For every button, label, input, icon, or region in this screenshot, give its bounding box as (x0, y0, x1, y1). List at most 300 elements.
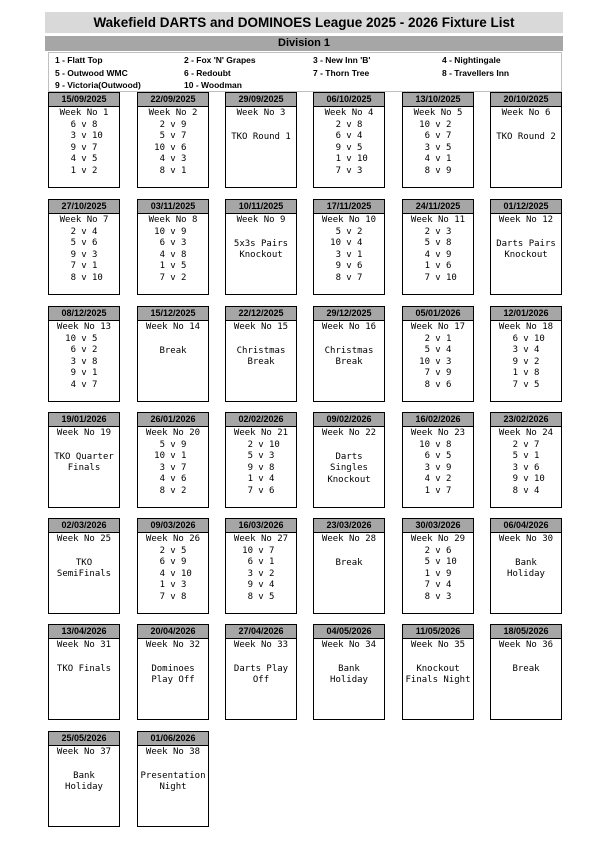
versus-separator: v (435, 568, 441, 579)
versus-separator: v (435, 439, 441, 450)
away-team-number: 6 (92, 238, 98, 248)
away-team-number: 4 (534, 485, 540, 496)
fixture-date: 06/04/2026 (491, 519, 561, 533)
match-row (491, 357, 561, 369)
fixture-event: Knockout Finals Night (405, 663, 471, 685)
versus-separator: v (523, 474, 529, 484)
home-team-number: 3 (159, 462, 165, 473)
page-title: Wakefield DARTS and DOMINOES League 2025 - 2026 Fixture List (45, 12, 563, 33)
home-team-number: 2 (159, 119, 165, 130)
home-team-number: 7 (159, 272, 165, 283)
fixture-event: Break (335, 557, 363, 568)
away-team-number: 7 (357, 272, 363, 283)
match-row (491, 334, 561, 346)
fixture-event: TKO Round 2 (496, 131, 556, 142)
match-row (226, 474, 296, 486)
away-team-number: 1 (357, 249, 363, 260)
versus-separator: v (258, 485, 264, 496)
fixture-date: 22/09/2025 (138, 93, 208, 107)
home-team-number: 5 (424, 345, 430, 355)
fixture-week: Week No 26 (145, 534, 201, 544)
fixture-card (48, 306, 120, 402)
match-row (138, 131, 208, 143)
match-row (138, 463, 208, 475)
away-team-number: 9 (181, 557, 187, 567)
away-team-number: 6 (446, 545, 452, 556)
versus-separator: v (81, 333, 87, 344)
match-row (138, 238, 208, 250)
versus-separator: v (258, 557, 264, 567)
fixture-card (225, 412, 297, 508)
fixture-week: Week No 8 (148, 215, 198, 225)
home-team-number: 2 (70, 226, 76, 237)
fixture-card (137, 412, 209, 508)
home-team-number: 5 (424, 557, 430, 567)
home-team-number: 5 (70, 238, 76, 248)
fixture-matches (314, 227, 384, 285)
home-team-number: 10 (419, 439, 430, 450)
match-row (403, 592, 473, 604)
fixture-event: TKO Round 1 (231, 131, 291, 142)
versus-separator: v (170, 131, 176, 141)
versus-separator: v (170, 580, 176, 590)
away-team-number: 9 (446, 165, 452, 176)
match-row (138, 592, 208, 604)
versus-separator: v (346, 131, 352, 141)
versus-separator: v (435, 485, 441, 496)
fixture-event: Darts Singles Knockout (327, 451, 371, 485)
away-team-number: 5 (446, 142, 452, 153)
fixture-date: 05/01/2026 (403, 307, 473, 321)
match-row (403, 440, 473, 452)
versus-separator: v (346, 165, 352, 176)
match-row (491, 451, 561, 463)
versus-separator: v (523, 379, 529, 390)
match-row (491, 380, 561, 392)
fixture-matches (491, 440, 561, 498)
match-row (49, 250, 119, 262)
team-entry: 1 - Flatt Top (55, 55, 103, 65)
match-row (226, 569, 296, 581)
match-row (314, 166, 384, 178)
fixture-card (490, 518, 562, 614)
away-team-number: 2 (181, 485, 187, 496)
match-row (491, 440, 561, 452)
away-team-number: 4 (92, 226, 98, 237)
match-row (403, 227, 473, 239)
match-row (138, 227, 208, 239)
team-entry: 7 - Thorn Tree (313, 67, 370, 78)
versus-separator: v (346, 154, 352, 164)
fixture-week: Week No 18 (498, 322, 554, 332)
fixture-date: 19/01/2026 (49, 413, 119, 427)
away-team-number: 6 (357, 261, 363, 271)
match-row (314, 143, 384, 155)
home-team-number: 7 (70, 261, 76, 271)
home-team-number: 9 (335, 142, 341, 153)
fixture-matches (226, 440, 296, 498)
match-row (49, 368, 119, 380)
match-row (226, 451, 296, 463)
versus-separator: v (81, 226, 87, 237)
away-team-number: 9 (181, 226, 187, 237)
versus-separator: v (170, 142, 176, 153)
fixture-week: Week No 20 (145, 428, 201, 438)
match-row (491, 345, 561, 357)
versus-separator: v (170, 439, 176, 450)
versus-separator: v (435, 368, 441, 378)
match-row (226, 546, 296, 558)
team-entry (313, 79, 442, 92)
fixture-week: Week No 2 (148, 108, 198, 118)
home-team-number: 6 (247, 557, 253, 567)
versus-separator: v (346, 249, 352, 260)
away-team-number: 8 (446, 238, 452, 248)
versus-separator: v (81, 249, 87, 260)
fixture-matches (138, 227, 208, 285)
fixture-date: 10/11/2025 (226, 200, 296, 214)
fixture-event: Darts Play Off (233, 663, 289, 685)
home-team-number: 6 (70, 119, 76, 130)
team-entry: 8 - Travellers Inn (442, 67, 510, 78)
home-team-number: 1 (424, 485, 430, 496)
fixture-week: Week No 13 (56, 322, 112, 332)
home-team-number: 10 (419, 356, 430, 367)
away-team-number: 4 (357, 238, 363, 248)
versus-separator: v (81, 379, 87, 390)
fixture-week: Week No 14 (145, 322, 201, 332)
home-team-number: 3 (424, 142, 430, 153)
fixture-week: Week No 30 (498, 534, 554, 544)
away-team-number: 4 (534, 345, 540, 355)
home-team-number: 5 (159, 131, 165, 141)
division-header: Division 1 (45, 36, 563, 51)
versus-separator: v (346, 142, 352, 153)
match-row (138, 440, 208, 452)
versus-separator: v (435, 131, 441, 141)
away-team-number: 4 (446, 345, 452, 355)
fixture-week: Week No 10 (321, 215, 377, 225)
away-team-number: 4 (269, 474, 275, 484)
fixture-matches (491, 334, 561, 392)
team-entry: 5 - Outwood WMC (55, 67, 128, 78)
home-team-number: 4 (159, 474, 165, 484)
fixture-event: TKO SemiFinals (56, 557, 112, 579)
versus-separator: v (435, 462, 441, 473)
versus-separator: v (170, 485, 176, 496)
home-team-number: 2 (424, 226, 430, 237)
fixture-date: 18/05/2026 (491, 625, 561, 639)
home-team-number: 10 (419, 119, 430, 130)
fixture-card (402, 518, 474, 614)
fixture-date: 23/02/2026 (491, 413, 561, 427)
match-row (403, 345, 473, 357)
fixture-card (313, 92, 385, 188)
match-row (138, 154, 208, 166)
match-row (138, 474, 208, 486)
fixture-event: Darts Pairs Knockout (496, 238, 556, 260)
home-team-number: 9 (70, 142, 76, 153)
home-team-number: 7 (424, 272, 430, 283)
match-row (49, 131, 119, 143)
fixture-card (402, 306, 474, 402)
match-row (138, 261, 208, 273)
match-row (403, 143, 473, 155)
fixture-card (490, 199, 562, 295)
home-team-number: 7 (424, 368, 430, 378)
team-entry: 2 - Fox 'N' Grapes (184, 55, 256, 65)
fixture-card (225, 306, 297, 402)
away-team-number: 10 (269, 439, 280, 450)
match-row (403, 334, 473, 346)
home-team-number: 6 (159, 557, 165, 567)
fixture-card (137, 624, 209, 720)
home-team-number: 5 (512, 451, 518, 461)
home-team-number: 2 (424, 545, 430, 556)
away-team-number: 2 (446, 119, 452, 130)
fixture-event: Bank Holiday (65, 770, 103, 792)
match-row (49, 143, 119, 155)
versus-separator: v (435, 580, 441, 590)
fixture-card (402, 199, 474, 295)
match-row (403, 474, 473, 486)
fixture-date: 12/01/2026 (491, 307, 561, 321)
versus-separator: v (170, 119, 176, 130)
fixture-date: 20/10/2025 (491, 93, 561, 107)
fixture-matches (138, 440, 208, 498)
match-row (403, 261, 473, 273)
fixture-matches (403, 227, 473, 285)
fixture-matches (403, 440, 473, 498)
versus-separator: v (346, 238, 352, 248)
match-row (49, 120, 119, 132)
match-row (403, 154, 473, 166)
fixture-card (313, 412, 385, 508)
fixture-card (313, 199, 385, 295)
home-team-number: 9 (70, 368, 76, 378)
fixture-week: Week No 15 (233, 322, 289, 332)
versus-separator: v (346, 272, 352, 283)
versus-separator: v (81, 272, 87, 283)
home-team-number: 4 (424, 474, 430, 484)
versus-separator: v (523, 451, 529, 461)
fixture-card (402, 624, 474, 720)
versus-separator: v (258, 462, 264, 473)
fixture-week: Week No 3 (236, 108, 286, 118)
versus-separator: v (346, 226, 352, 237)
versus-separator: v (170, 557, 176, 567)
fixture-date: 30/03/2026 (403, 519, 473, 533)
fixture-card (48, 731, 120, 827)
match-row (49, 238, 119, 250)
versus-separator: v (81, 154, 87, 164)
away-team-number: 1 (446, 154, 452, 164)
match-row (314, 273, 384, 285)
home-team-number: 3 (512, 345, 518, 355)
match-row (403, 357, 473, 369)
fixture-event: 5x3s Pairs Knockout (233, 238, 289, 260)
match-row (138, 143, 208, 155)
versus-separator: v (170, 272, 176, 283)
versus-separator: v (81, 238, 87, 248)
fixture-date: 29/12/2025 (314, 307, 384, 321)
home-team-number: 1 (335, 154, 341, 164)
home-team-number: 4 (159, 568, 165, 579)
home-team-number: 2 (247, 439, 253, 450)
fixture-week: Week No 37 (56, 747, 112, 757)
home-team-number: 2 (159, 545, 165, 556)
match-row (403, 238, 473, 250)
match-row (49, 261, 119, 273)
away-team-number: 8 (534, 368, 540, 378)
versus-separator: v (523, 345, 529, 355)
home-team-number: 2 (512, 439, 518, 450)
versus-separator: v (435, 154, 441, 164)
away-team-number: 7 (92, 142, 98, 153)
fixture-matches (138, 546, 208, 604)
versus-separator: v (170, 474, 176, 484)
fixture-event: Break (159, 345, 187, 356)
away-team-number: 6 (181, 142, 187, 153)
home-team-number: 4 (70, 379, 76, 390)
away-team-number: 5 (269, 591, 275, 602)
versus-separator: v (435, 226, 441, 237)
fixture-card (313, 518, 385, 614)
home-team-number: 8 (424, 165, 430, 176)
match-row (49, 154, 119, 166)
match-row (138, 273, 208, 285)
match-row (314, 238, 384, 250)
match-row (49, 166, 119, 178)
away-team-number: 10 (92, 272, 103, 283)
versus-separator: v (435, 119, 441, 130)
home-team-number: 5 (247, 451, 253, 461)
fixture-date: 24/11/2025 (403, 200, 473, 214)
fixture-matches (314, 120, 384, 178)
fixture-card (48, 92, 120, 188)
versus-separator: v (435, 379, 441, 390)
match-row (403, 131, 473, 143)
fixture-week: Week No 11 (410, 215, 466, 225)
away-team-number: 9 (446, 462, 452, 473)
match-row (314, 261, 384, 273)
away-team-number: 6 (534, 462, 540, 473)
home-team-number: 8 (335, 272, 341, 283)
home-team-number: 9 (512, 356, 518, 367)
match-row (138, 557, 208, 569)
fixture-week: Week No 29 (410, 534, 466, 544)
match-row (226, 557, 296, 569)
fixture-card (490, 624, 562, 720)
versus-separator: v (170, 451, 176, 461)
versus-separator: v (170, 226, 176, 237)
fixture-date: 15/12/2025 (138, 307, 208, 321)
match-row (403, 120, 473, 132)
away-team-number: 8 (357, 119, 363, 130)
away-team-number: 2 (92, 165, 98, 176)
home-team-number: 8 (70, 272, 76, 283)
home-team-number: 1 (424, 261, 430, 271)
versus-separator: v (81, 368, 87, 378)
fixture-date: 15/09/2025 (49, 93, 119, 107)
away-team-number: 5 (357, 142, 363, 153)
fixture-event: Presentation Night (140, 770, 206, 792)
versus-separator: v (258, 545, 264, 556)
home-team-number: 8 (512, 485, 518, 496)
away-team-number: 8 (181, 591, 187, 602)
match-row (314, 250, 384, 262)
match-row (138, 580, 208, 592)
fixture-week: Week No 19 (56, 428, 112, 438)
fixture-event: Bank Holiday (330, 663, 368, 685)
home-team-number: 1 (247, 474, 253, 484)
home-team-number: 10 (154, 226, 165, 237)
fixture-card (48, 412, 120, 508)
match-row (138, 546, 208, 558)
away-team-number: 2 (446, 474, 452, 484)
home-team-number: 6 (424, 451, 430, 461)
match-row (226, 486, 296, 498)
fixture-date: 09/03/2026 (138, 519, 208, 533)
home-team-number: 7 (335, 165, 341, 176)
fixture-week: Week No 9 (236, 215, 286, 225)
match-row (49, 357, 119, 369)
fixture-matches (138, 120, 208, 178)
home-team-number: 3 (70, 131, 76, 141)
versus-separator: v (435, 333, 441, 344)
fixture-matches (49, 227, 119, 285)
home-team-number: 3 (335, 249, 341, 260)
match-row (403, 569, 473, 581)
fixture-card (48, 624, 120, 720)
away-team-number: 6 (446, 261, 452, 271)
match-row (491, 368, 561, 380)
fixture-week: Week No 7 (59, 215, 109, 225)
away-team-number: 9 (446, 249, 452, 260)
away-team-number: 5 (92, 154, 98, 164)
away-team-number: 10 (534, 474, 545, 484)
fixture-date: 11/05/2026 (403, 625, 473, 639)
match-row (403, 380, 473, 392)
match-row (138, 451, 208, 463)
away-team-number: 2 (534, 356, 540, 367)
home-team-number: 8 (159, 485, 165, 496)
match-row (138, 120, 208, 132)
away-team-number: 10 (357, 154, 368, 164)
match-row (491, 463, 561, 475)
away-team-number: 10 (446, 557, 457, 567)
away-team-number: 4 (269, 580, 275, 590)
away-team-number: 8 (181, 249, 187, 260)
away-team-number: 7 (181, 131, 187, 141)
fixture-date: 01/12/2025 (491, 200, 561, 214)
versus-separator: v (258, 580, 264, 590)
fixture-date: 29/09/2025 (226, 93, 296, 107)
fixture-matches (226, 546, 296, 604)
home-team-number: 9 (70, 249, 76, 260)
home-team-number: 9 (247, 580, 253, 590)
away-team-number: 8 (92, 119, 98, 130)
away-team-number: 5 (92, 333, 98, 344)
match-row (226, 463, 296, 475)
match-row (403, 368, 473, 380)
home-team-number: 8 (424, 591, 430, 602)
match-row (138, 569, 208, 581)
fixture-matches (403, 546, 473, 604)
fixture-card (490, 412, 562, 508)
match-row (226, 440, 296, 452)
fixture-card (137, 731, 209, 827)
